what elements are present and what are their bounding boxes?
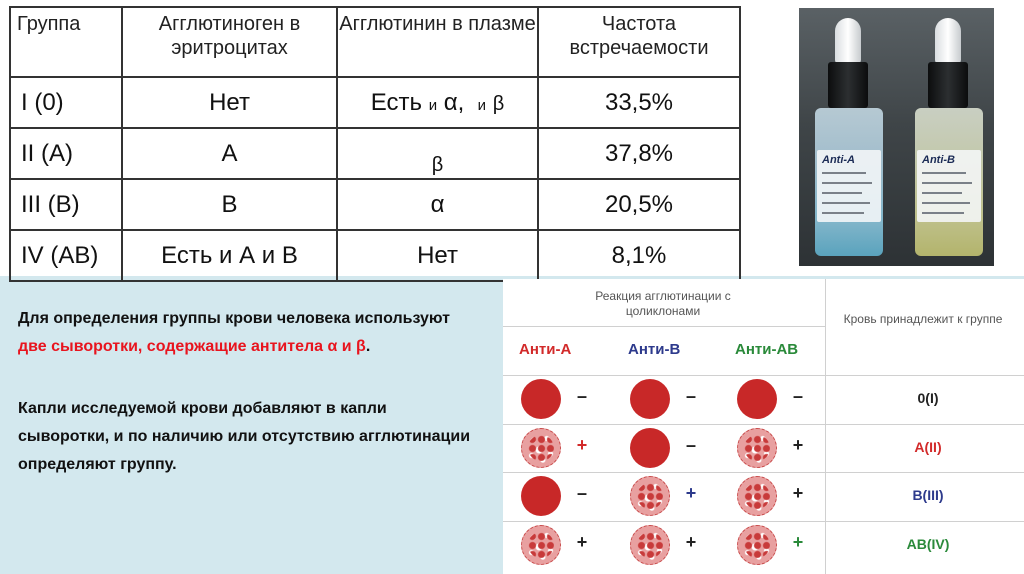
- panel-divider: [503, 326, 825, 327]
- reaction-sign: –: [685, 386, 696, 406]
- reaction-sign: +: [792, 483, 804, 503]
- cell-frequency: 20,5%: [538, 179, 740, 230]
- agglutinin-and: и: [428, 96, 438, 114]
- cell-agglutinin: Нет: [337, 230, 538, 281]
- header-agglutinogen: Агглютиноген в эритроцитах: [122, 7, 337, 77]
- bottle-label: [917, 150, 981, 222]
- highlight-text: две сыворотки, содержащие антитела: [18, 338, 324, 355]
- label-line: [822, 192, 862, 194]
- bottle-cap: [828, 62, 868, 108]
- label-line: [922, 172, 966, 174]
- blood-drop: [737, 379, 777, 419]
- cell-group: I (0): [10, 77, 122, 128]
- cell-agglutinogen: A: [122, 128, 337, 179]
- highlight-greek: α и β: [323, 338, 366, 355]
- reaction-sign: +: [685, 532, 697, 552]
- cell-agglutinin: [337, 128, 538, 179]
- reaction-sign: +: [792, 435, 804, 455]
- agglutination-panel: [503, 279, 1024, 574]
- bottle-label: [817, 150, 881, 222]
- anti-a-bottle: [813, 18, 885, 256]
- cell-frequency: 33,5%: [538, 77, 740, 128]
- cell-group: III (B): [10, 179, 122, 230]
- bottle-cap: [928, 62, 968, 108]
- label-line: [922, 212, 964, 214]
- bottle-label-text: Anti-A: [822, 154, 855, 166]
- header-agglutinin: Агглютинин в плазме: [337, 7, 538, 77]
- cell-agglutinin: α: [337, 179, 538, 230]
- column-header: Анти-АВ: [735, 341, 799, 358]
- column-header: Анти-А: [519, 341, 572, 358]
- blood-drop: [630, 379, 670, 419]
- table-row: [10, 77, 740, 128]
- belongs-title: Кровь принадлежит к группе: [843, 312, 1003, 326]
- panel-divider: [503, 521, 1024, 522]
- cell-agglutinogen: Есть и А и В: [122, 230, 337, 281]
- reaction-sign: +: [685, 483, 697, 503]
- cell-frequency: 8,1%: [538, 230, 740, 281]
- blood-drop: [521, 476, 561, 516]
- label-line: [922, 182, 972, 184]
- paragraph-method: Капли исследуемой крови добавляют в капли сыворотки, и по наличию или отсутствию агглютинации определяют группу.: [18, 400, 471, 473]
- reaction-title: Реакция агглютинации с цоликлонами: [595, 289, 731, 318]
- dropper-bulb: [835, 18, 861, 64]
- panel-divider: [503, 375, 1024, 376]
- reaction-sign: –: [576, 483, 587, 503]
- label-line: [922, 202, 970, 204]
- header-frequency: Частота встречаемости: [538, 7, 740, 77]
- reaction-sign: –: [792, 386, 803, 406]
- reaction-sign: +: [576, 532, 588, 552]
- explanation-text: [18, 305, 478, 513]
- label-line: [822, 202, 870, 204]
- agglutinated-drop: [521, 428, 561, 468]
- group-result: AB(IV): [906, 536, 950, 552]
- table-header-row: [10, 7, 740, 77]
- table-row: [10, 230, 740, 281]
- header-group: Группа: [10, 7, 122, 77]
- paragraph-sera: [18, 305, 478, 361]
- group-result: B(III): [912, 487, 944, 503]
- agglutinin-beta: β: [492, 92, 505, 115]
- group-result: 0(I): [917, 390, 939, 406]
- bottle-label-text: Anti-B: [922, 154, 955, 166]
- cell-agglutinogen: Нет: [122, 77, 337, 128]
- agglutinated-drop: [630, 476, 670, 516]
- reaction-sign: –: [576, 386, 587, 406]
- label-line: [922, 192, 962, 194]
- panel-divider: [503, 424, 1024, 425]
- agglutinated-drop: [737, 428, 777, 468]
- blood-drop: [630, 428, 670, 468]
- agglutinated-drop: [737, 525, 777, 565]
- cell-group: IV (AB): [10, 230, 122, 281]
- agglutinin-and: и: [477, 96, 487, 114]
- agglutinated-drop: [521, 525, 561, 565]
- agglutinin-alpha: α,: [443, 88, 465, 116]
- cell-agglutinin: [337, 77, 538, 128]
- label-line: [822, 182, 872, 184]
- group-result: A(II): [914, 439, 942, 455]
- label-line: [822, 172, 866, 174]
- reaction-sign: +: [576, 435, 588, 455]
- serum-bottles-photo: [799, 8, 994, 266]
- reaction-sign: –: [685, 435, 696, 455]
- cell-group: II (A): [10, 128, 122, 179]
- agglutinated-drop: [737, 476, 777, 516]
- agglutinated-drop: [630, 525, 670, 565]
- dropper-bulb: [935, 18, 961, 64]
- table-row: [10, 179, 740, 230]
- agglutinin-main: Есть: [370, 88, 423, 116]
- blood-group-table: [9, 6, 741, 282]
- cell-agglutinogen: B: [122, 179, 337, 230]
- column-header: Анти-В: [628, 341, 681, 358]
- cell-frequency: 37,8%: [538, 128, 740, 179]
- agglutinin-beta: β: [431, 153, 444, 176]
- label-line: [822, 212, 864, 214]
- text-segment: .: [365, 338, 371, 355]
- reaction-sign: +: [792, 532, 804, 552]
- panel-divider: [503, 472, 1024, 473]
- blood-drop: [521, 379, 561, 419]
- text-segment: Для определения группы крови человека используют: [18, 310, 450, 327]
- anti-b-bottle: [913, 18, 985, 256]
- table-row: [10, 128, 740, 179]
- panel-divider: [825, 279, 826, 574]
